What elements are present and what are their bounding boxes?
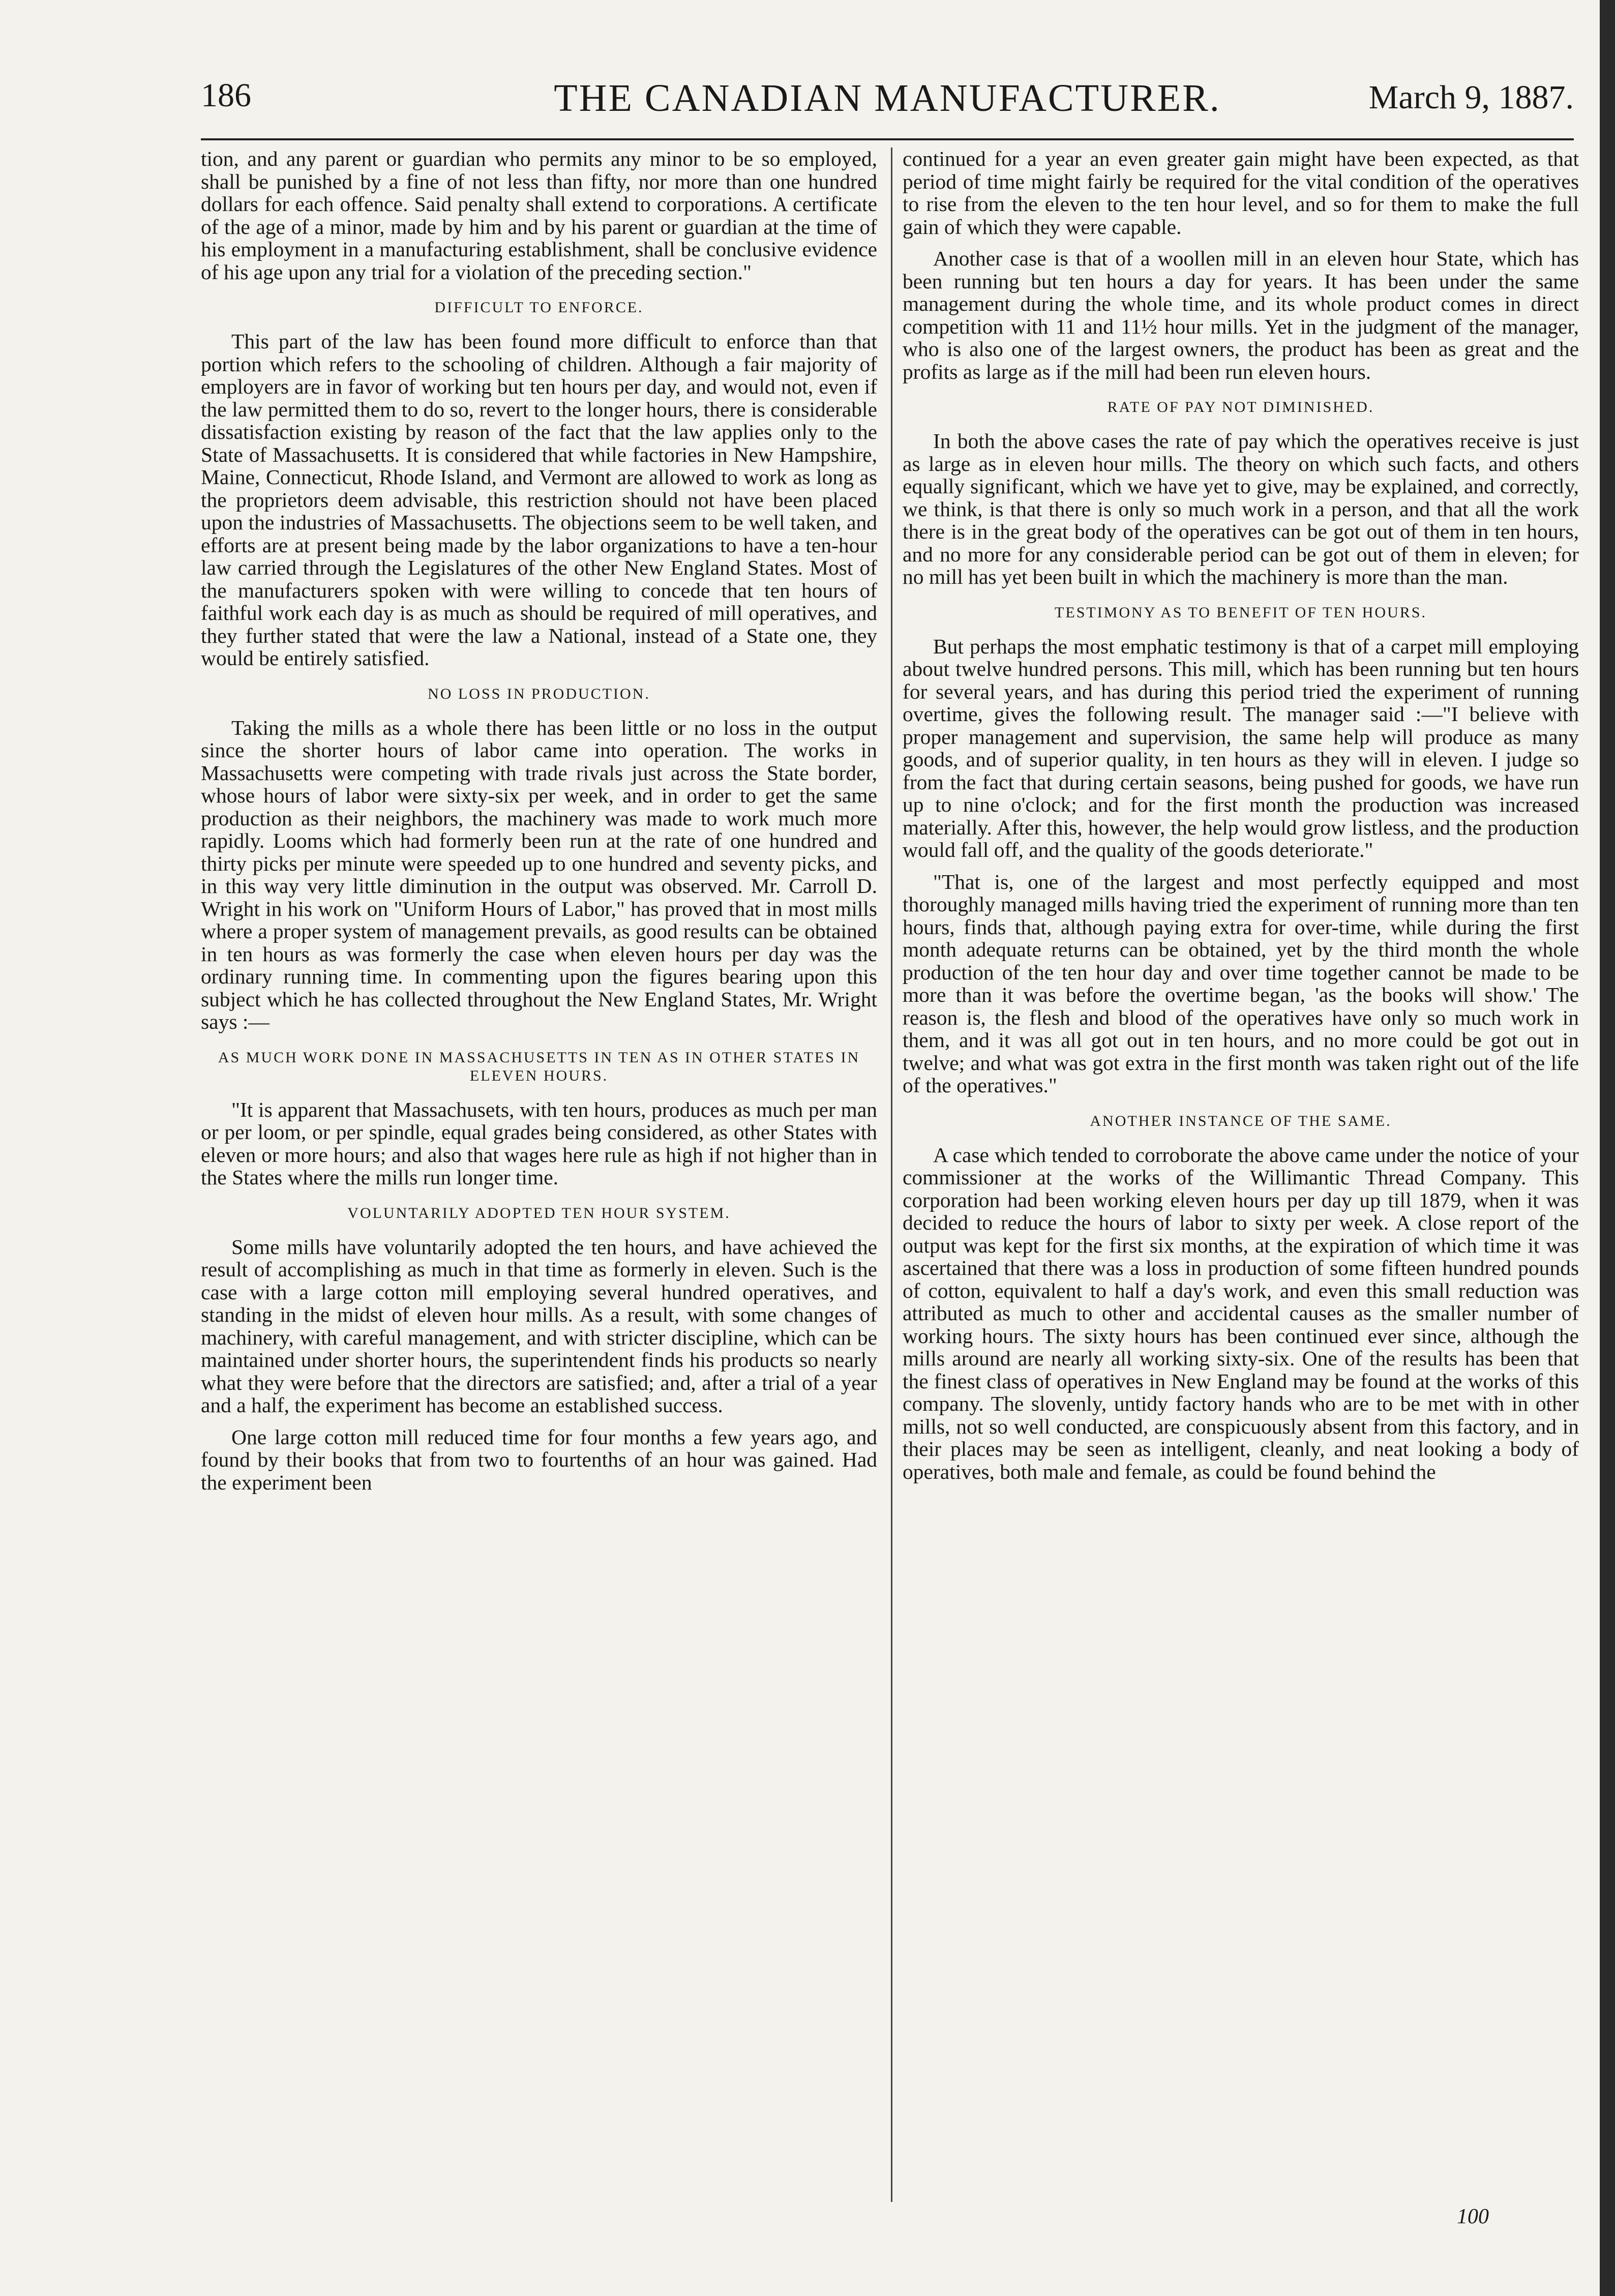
left-column — [201, 147, 877, 2197]
catchword: 100 — [1457, 2205, 1489, 2228]
section-heading: RATE OF PAY NOT DIMINISHED. — [1107, 399, 1374, 415]
paragraph: Another case is that of a woollen mill in an eleven hour State, which has been running but ten hours a day for years. It has been under the same management during the whole time, and its whole product comes in direct competition with 11 and 11½ hour mills. Yet in the judgment of the manager, who is also one of the largest owners, the product has been as great and the profits as large as if the mill had been run eleven hours. — [903, 247, 1579, 383]
section-heading: DIFFICULT TO ENFORCE. — [434, 299, 644, 316]
section-heading: NO LOSS IN PRODUCTION. — [428, 685, 650, 702]
paragraph: continued for a year an even greater gain might have been expected, as that period of time might fairly be required for the vital condition of the operatives to rise from the eleven to the ten hour level, and so for them to make the full gain of which they were capable. — [903, 147, 1579, 238]
paragraph: In both the above cases the rate of pay which the operatives receive is just as large as in eleven hour mills. The theory on which such facts, and others equally significant, which we have yet to give, may be explained, and correctly, we think, is that there is only so much work in a person, and that all the work there is in the great body of the operatives can be got out of them in ten hours, and no more for any considerable period can be got out of them in eleven; for no mill has yet been built in which the machinery is more than the man. — [903, 429, 1579, 588]
masthead — [201, 76, 1574, 132]
paragraph: This part of the law has been found more difficult to enforce than that portion which refers to the schooling of children. Although a fair majority of employers are in favor of working but ten hours per day, and would not, even if the law permitted them to do so, revert to the longer hours, there is considerable dissatisfaction existing by reason of the fact that the law applies only to the State of Massachusetts. It is considered that while factories in New Hampshire, Maine, Connecticut, Rhode Island, and Vermont are allowed to work as long as the proprietors deem advisable, this restriction should not have been placed upon the industries of Massachusetts. The objections seem to be well taken, and efforts are at present being made by the labor organizations to have a ten-hour law carried through the Legislatures of the other New England States. Most of the manufacturers spoken with were willing to concede that ten hours of faithful work each day is as much as should be required of mill operatives, and they further stated that were the law a National, instead of a State one, they would be entirely satisfied. — [201, 330, 877, 670]
page-number: 186 — [201, 77, 251, 114]
section-heading: TESTIMONY AS TO BENEFIT OF TEN HOURS. — [1055, 604, 1427, 621]
section-heading: AS MUCH WORK DONE IN MASSACHUSETTS IN TEN AS IN OTHER STATES IN ELEVEN HOURS. — [218, 1049, 860, 1084]
header-rule — [201, 138, 1574, 140]
paragraph: Some mills have voluntarily adopted the ten hours, and have achieved the result of accomplishing as much in that time as formerly in eleven. Such is the case with a large cotton mill employing several hundred operatives, and standing in the midst of eleven hour mills. As a result, with some changes of machinery, with careful management, and with stricter discipline, which can be maintained under shorter hours, the superintendent finds his products so nearly what they were before that the directors are satisfied; and, after a trial of a year and a half, the experiment has become an established success. — [201, 1235, 877, 1417]
section-heading: VOLUNTARILY ADOPTED TEN HOUR SYSTEM. — [347, 1204, 731, 1221]
paragraph: One large cotton mill reduced time for four months a few years ago, and found by their books that from two to fourtenths of an hour was gained. Had the experiment been — [201, 1425, 877, 1494]
right-column — [903, 147, 1579, 2197]
issue-date: March 9, 1887. — [1368, 79, 1574, 116]
paragraph: tion, and any parent or guardian who permits any minor to be so employed, shall be punished by a fine of not less than fifty, nor more than one hundred dollars for each offence. Said penalty shall extend to corporations. A certificate of the age of a minor, made by him and by his parent or guardian at the time of his employment in a manufacturing establishment, shall be conclusive evidence of his age upon any trial for a violation of the preceding section." — [201, 147, 877, 284]
paragraph: But perhaps the most emphatic testimony is that of a carpet mill employing about twelve hundred persons. This mill, which has been running but ten hours for several years, and has during this period tried the experiment of running overtime, gives the following result. The manager said :—"I believe with proper management and supervision, the same help will produce as many goods, and of superior quality, in ten hours as they will in eleven. I judge so from the fact that during certain seasons, being pushed for goods, we have run up to nine o'clock; and for the first month the production was increased materially. After this, however, the help would grow listless, and the production would fall off, and the quality of the goods deteriorate." — [903, 634, 1579, 861]
page-edge-shadow — [1600, 0, 1615, 2296]
column-divider — [891, 147, 892, 2202]
paragraph: "It is apparent that Massachusets, with ten hours, produces as much per man or per loom, or per spindle, equal grades being considered, as other States with eleven or more hours; and also that wages here rule as high if not higher than in the States where the mills run longer time. — [201, 1097, 877, 1189]
journal-title: THE CANADIAN MANUFACTURER. — [554, 77, 1221, 120]
section-heading: ANOTHER INSTANCE OF THE SAME. — [1090, 1112, 1392, 1129]
paragraph: Taking the mills as a whole there has been little or no loss in the output since the shorter hours of labor came into operation. The works in Massachusetts were competing with trade rivals just across the State border, whose hours of labor were sixty-six per week, and in order to get the same production as their neighbors, the machinery was made to work much more rapidly. Looms which had formerly been run at the rate of one hundred and thirty picks per minute were speeded up to one hundred and seventy picks, and in this way very little diminution in the output was observed. Mr. Carroll D. Wright in his work on "Uniform Hours of Labor," has proved that in most mills where a proper system of management prevails, as good results can be obtained in ten hours as was formerly the case when eleven hours per day was the ordinary running time. In commenting upon the figures bearing upon this subject which he has collected throughout the New England States, Mr. Wright says :— — [201, 715, 877, 1033]
paragraph: "That is, one of the largest and most perfectly equipped and most thoroughly managed mills having tried the experiment of running more than ten hours, finds that, although paying extra for over-time, while during the first month adequate returns can be obtained, yet by the third month the whole production of the ten hour day and over time together cannot be made to be more than it was before the overtime began, 'as the books will show.' The reason is, the flesh and blood of the operatives have only so much work in them, and it was all got out in ten hours, and no more could be got out in twelve; and what was got extra in the first month was taken right out of the life of the operatives." — [903, 870, 1579, 1097]
paragraph: A case which tended to corroborate the above came under the notice of your commissioner at the works of the Willimantic Thread Company. This corporation had been working eleven hours per day up till 1879, when it was decided to reduce the hours of labor to sixty per week. A close report of the output was kept for the first six months, at the expiration of which time it was ascertained that there was a loss in production of some fifteen hundred pounds of cotton, equivalent to half a day's work, and even this small reduction was attributed as much to other and accidental causes as the smaller number of working hours. The sixty hours has been continued ever since, although the mills around are nearly all working sixty-six. One of the results has been that the finest class of operatives in New England may be found at the works of this company. The slovenly, untidy factory hands who are to be met with in other mills, not so well conducted, are conspicuously absent from this factory, and in their places may be seen as intelligent, cleanly, and neat looking a body of operatives, both male and female, as could be found behind the — [903, 1143, 1579, 1483]
